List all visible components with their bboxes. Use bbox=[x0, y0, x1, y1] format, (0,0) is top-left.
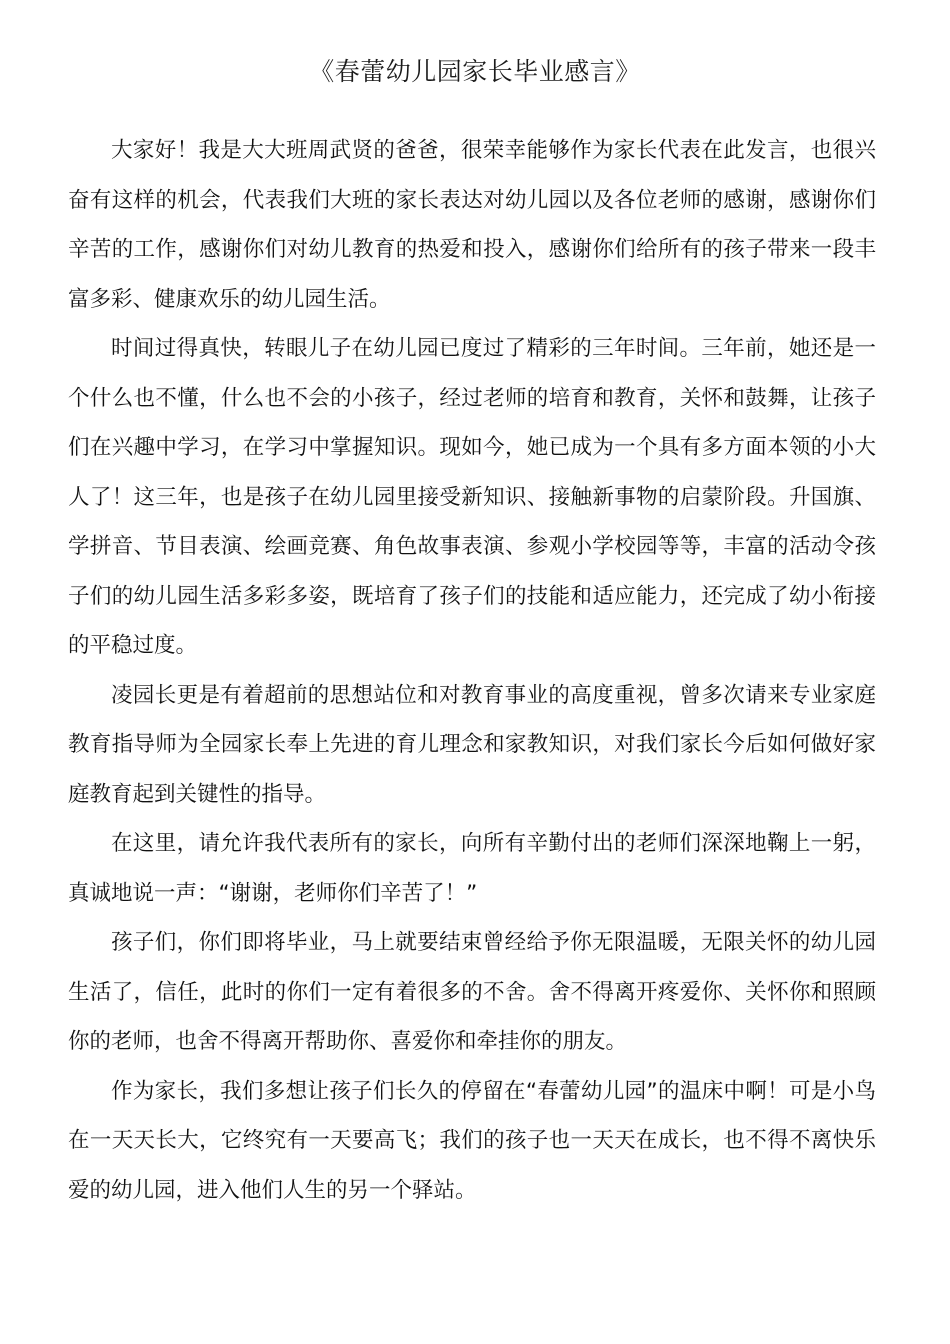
document-title: 《春蕾幼儿园家长毕业感言》 bbox=[309, 57, 641, 86]
paragraph: 作为家长，我们多想让孩子们长久的停留在“春蕾幼儿园”的温床中啊！可是小鸟在一天天长大，它终究有一天要高飞；我们的孩子也一天天在成长，也不得不离快乐爱的幼儿园，进入他们人生的另一个驿站。 bbox=[68, 1078, 876, 1203]
paragraph: 孩子们，你们即将毕业，马上就要结束曾经给予你无限温暖，无限关怀的幼儿园生活了，信任，此时的你们一定有着很多的不舍。舍不得离开疼爱你、关怀你和照顾你的老师，也舍不得离开帮助你、喜爱你和牵挂你的朋友。 bbox=[68, 930, 876, 1054]
document-body bbox=[68, 126, 876, 1215]
paragraph: 在这里，请允许我代表所有的家长，向所有辛勤付出的老师们深深地鞠上一躬，真诚地说一声：“谢谢，老师你们辛苦了！” bbox=[68, 831, 876, 906]
paragraph: 大家好！我是大大班周武贤的爸爸，很荣幸能够作为家长代表在此发言，也很兴奋有这样的机会，代表我们大班的家长表达对幼儿园以及各位老师的感谢，感谢你们辛苦的工作，感谢你们对幼儿教育的热爱和投入，感谢你们给所有的孩子带来一段丰富多彩、健康欢乐的幼儿园生活。 bbox=[68, 138, 876, 312]
paragraph: 时间过得真快，转眼儿子在幼儿园已度过了精彩的三年时间。三年前，她还是一个什么也不懂，什么也不会的小孩子，经过老师的培育和教育，关怀和鼓舞，让孩子们在兴趣中学习，在学习中掌握知识。现如今，她已成为一个具有多方面本领的小大人了！这三年，也是孩子在幼儿园里接受新知识、接触新事物的启蒙阶段。升国旗、学拼音、节目表演、绘画竞赛、角色故事表演、参观小学校园等等，丰富的活动令孩子们的幼儿园生活多彩多姿，既培育了孩子们的技能和适应能力，还完成了幼小衔接的平稳过度。 bbox=[68, 336, 876, 658]
paragraph: 凌园长更是有着超前的思想站位和对教育事业的高度重视，曾多次请来专业家庭教育指导师为全园家长奉上先进的育儿理念和家教知识，对我们家长今后如何做好家庭教育起到关键性的指导。 bbox=[68, 682, 876, 807]
